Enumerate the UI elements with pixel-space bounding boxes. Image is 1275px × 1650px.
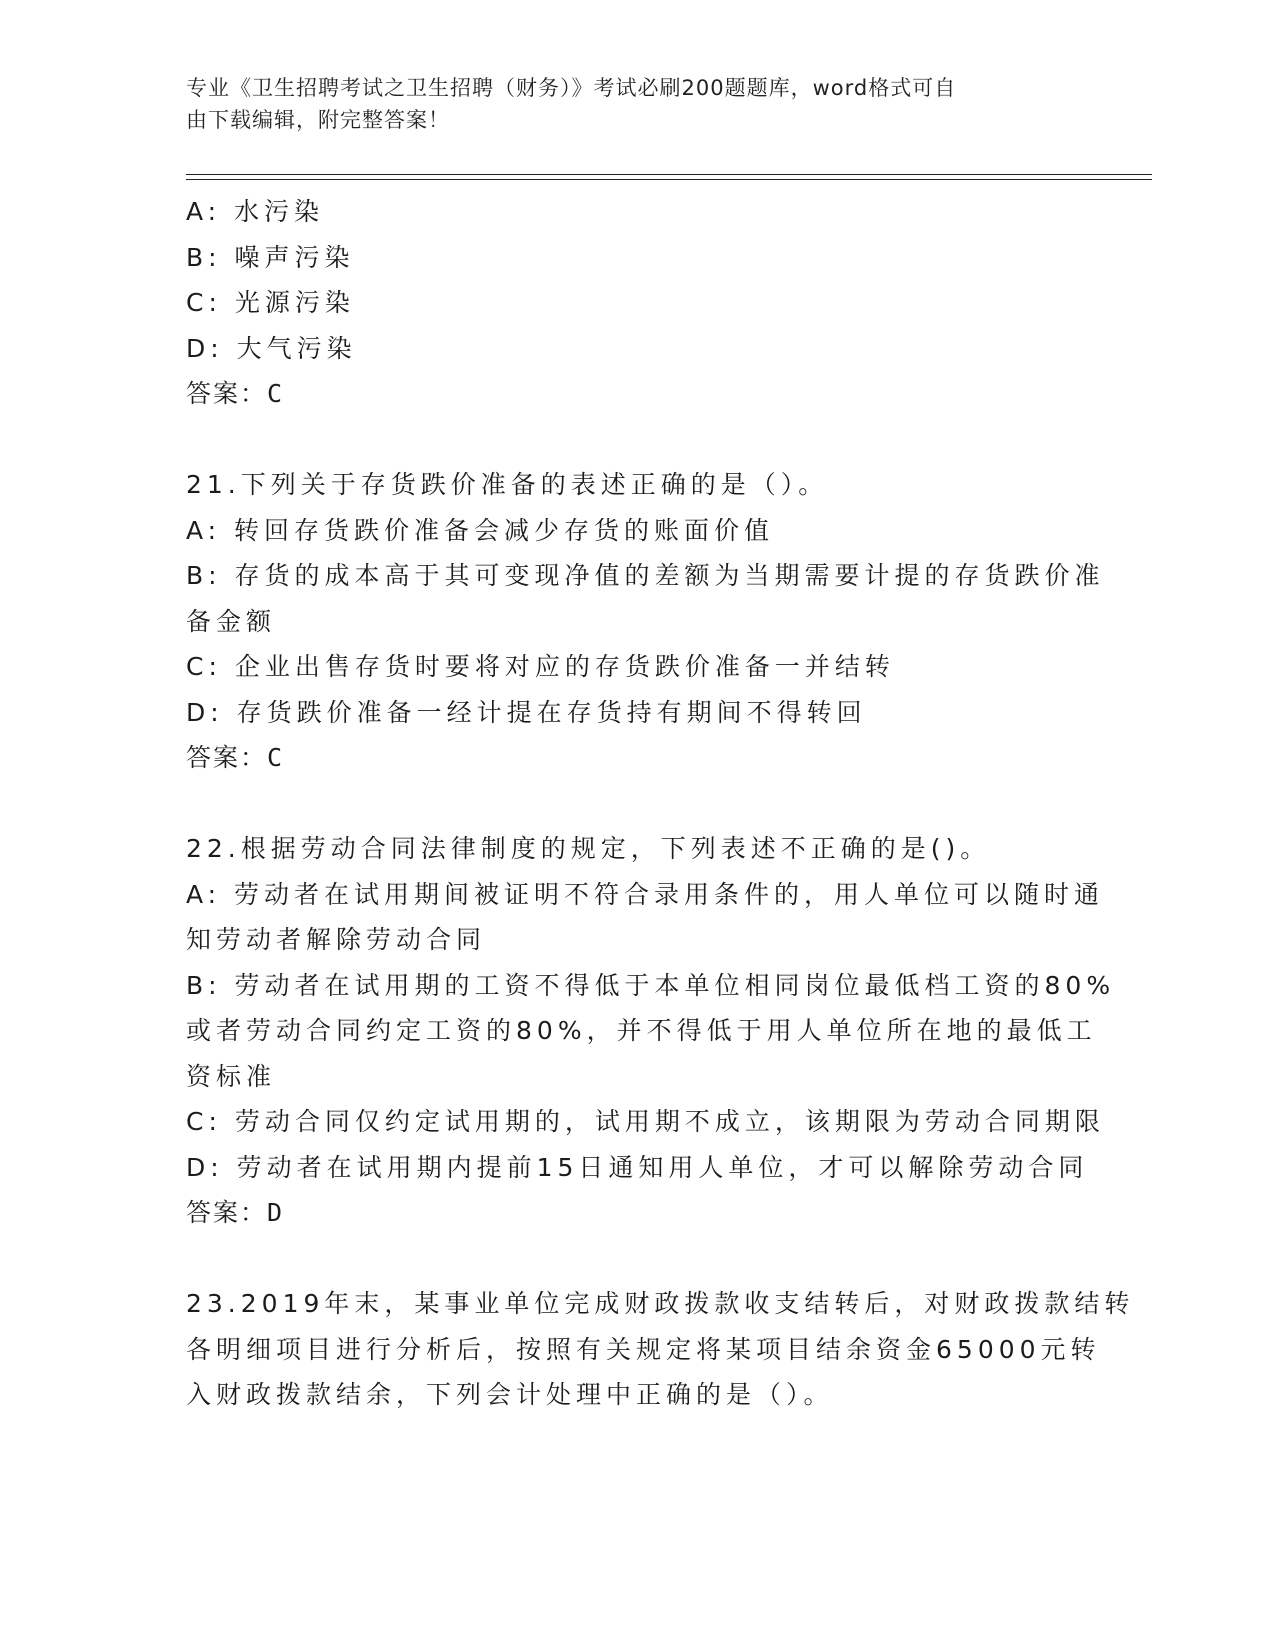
question-list <box>186 189 1135 1418</box>
option-d: D: 劳动者在试用期内提前15日通知用人单位，才可以解除劳动合同 <box>186 1152 1089 1182</box>
document-header <box>186 72 1066 136</box>
spacer <box>186 417 1086 463</box>
option-c: C: 企业出售存货时要将对应的存货跌价准备一并结转 <box>186 652 895 681</box>
answer-line <box>186 735 1086 781</box>
option-d: D: 存货跌价准备一经计提在存货持有期间不得转回 <box>186 697 867 727</box>
question-20-tail <box>186 189 1086 417</box>
option-a: A: 转回存货跌价准备会减少存货的账面价值 <box>186 515 775 545</box>
option-c: C: 光源污染 <box>186 288 355 317</box>
question-stem: 21.下列关于存货跌价准备的表述正确的是（）。 <box>186 470 829 499</box>
answer-value: C <box>267 743 285 772</box>
answer-line <box>186 371 1086 417</box>
spacer <box>186 781 1086 827</box>
option-a: A: 劳动者在试用期间被证明不符合录用条件的，用人单位可以随时通 <box>186 879 1105 909</box>
question-23 <box>186 1281 1135 1418</box>
option-b-continued-2: 资标准 <box>186 1061 277 1091</box>
header-divider-bottom <box>186 179 1152 180</box>
answer-line <box>186 1190 1086 1236</box>
answer-value: D <box>267 1198 285 1227</box>
header-divider-top <box>186 174 1152 175</box>
answer-label: 答案： <box>186 1198 268 1227</box>
option-a-continued: 知劳动者解除劳动合同 <box>186 925 487 954</box>
question-stem: 23.2019年末，某事业单位完成财政拨款收支结转后，对财政拨款结转 <box>186 1289 1135 1318</box>
option-b-continued: 或者劳动合同约定工资的80%，并不得低于用人单位所在地的最低工 <box>186 1016 1097 1045</box>
header-line-1: 专业《卫生招聘考试之卫生招聘（财务）》考试必刷200题题库，word格式可自 <box>186 76 957 100</box>
option-d: D: 大气污染 <box>186 333 357 363</box>
option-c: C: 劳动合同仅约定试用期的，试用期不成立，该期限为劳动合同期限 <box>186 1107 1105 1136</box>
option-b: B: 存货的成本高于其可变现净值的差额为当期需要计提的存货跌价准 <box>186 561 1105 590</box>
option-b-continued: 备金额 <box>186 606 277 636</box>
question-stem-continued: 各明细项目进行分析后，按照有关规定将某项目结余资金65000元转 <box>186 1334 1101 1364</box>
option-b: B: 噪声污染 <box>186 242 355 272</box>
spacer <box>186 1236 1086 1282</box>
header-line-2: 由下载编辑，附完整答案！ <box>186 108 450 132</box>
question-stem-continued-2: 入财政拨款结余，下列会计处理中正确的是（）。 <box>186 1380 834 1409</box>
option-a: A: 水污染 <box>186 197 325 226</box>
question-22 <box>186 826 1116 1236</box>
answer-label: 答案： <box>186 743 268 772</box>
question-21 <box>186 462 1105 781</box>
answer-label: 答案： <box>186 379 268 408</box>
answer-value: C <box>267 379 285 408</box>
option-b: B: 劳动者在试用期的工资不得低于本单位相同岗位最低档工资的80% <box>186 970 1116 1000</box>
question-stem: 22.根据劳动合同法律制度的规定，下列表述不正确的是()。 <box>186 834 991 863</box>
